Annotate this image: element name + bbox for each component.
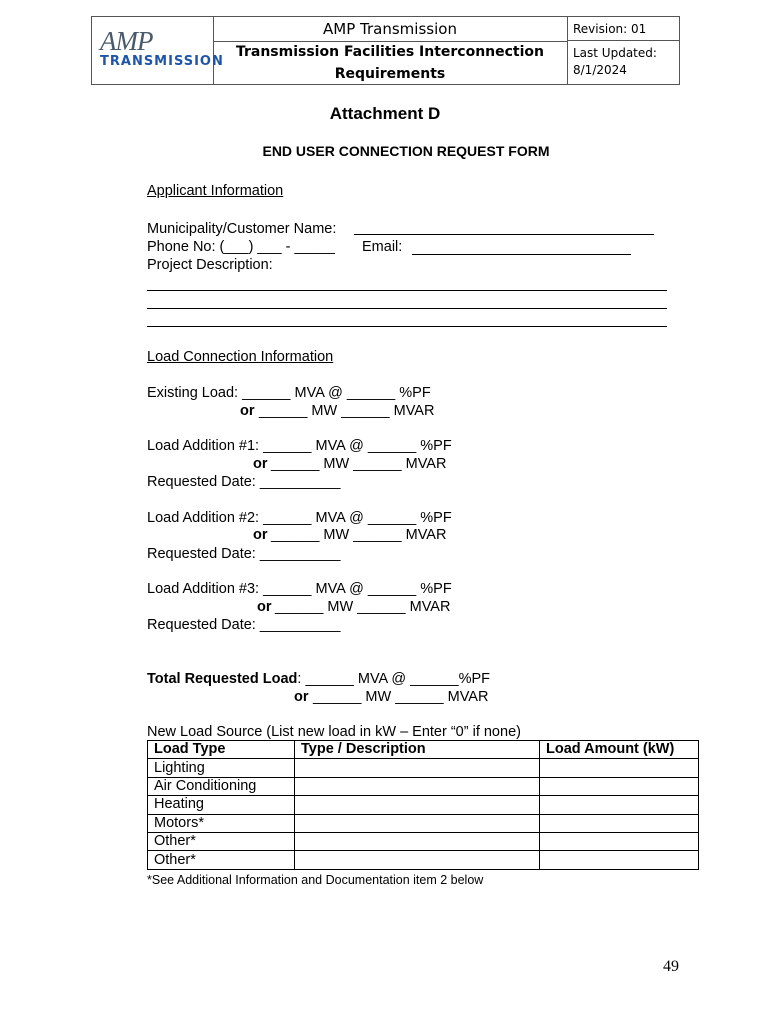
page-title: Attachment D: [329, 104, 441, 123]
table-header-row: [148, 741, 699, 759]
load-addition-3-date: Requested Date: __________: [147, 617, 341, 633]
header-load-type: Load Type: [148, 741, 295, 759]
header-type-description: Type / Description: [295, 741, 540, 759]
last-updated: [573, 45, 657, 79]
load-source-table: [147, 740, 699, 870]
load-source-caption: New Load Source (List new load in kW – Enter “0” if none): [147, 724, 521, 740]
load-addition-2-line: Load Addition #2: ______ MVA @ ______ %PF: [147, 510, 452, 526]
load-addition-1-line: Load Addition #1: ______ MVA @ ______ %PF: [147, 438, 452, 454]
email-field[interactable]: [412, 254, 631, 255]
total-load-mw-line: ______ MW ______ MVAR: [313, 689, 489, 705]
customer-name-field[interactable]: [354, 234, 654, 235]
load-type-cell: Motors*: [148, 814, 295, 832]
amount-cell[interactable]: [540, 851, 699, 869]
load-addition-3-or: or: [257, 599, 272, 615]
load-addition-2-mw-line: ______ MW ______ MVAR: [271, 527, 447, 543]
table-row: [148, 796, 699, 814]
header-title-cell: [213, 17, 568, 84]
description-cell[interactable]: [295, 814, 540, 832]
load-type-cell: Other*: [148, 832, 295, 850]
load-connection-heading: Load Connection Information: [147, 349, 334, 365]
existing-load-or: or: [240, 403, 255, 419]
document-header: [91, 16, 680, 85]
page-number: 49: [663, 958, 679, 975]
existing-load-line: Existing Load: ______ MVA @ ______ %PF: [147, 385, 431, 401]
amount-cell[interactable]: [540, 777, 699, 795]
description-cell[interactable]: [295, 759, 540, 777]
description-cell[interactable]: [295, 832, 540, 850]
company-name: AMP Transmission: [213, 17, 567, 42]
existing-load-mw-line: ______ MW ______ MVAR: [259, 403, 435, 419]
load-type-cell: Lighting: [148, 759, 295, 777]
customer-name-label: Municipality/Customer Name:: [147, 221, 337, 237]
table-row: [148, 777, 699, 795]
amount-cell[interactable]: [540, 796, 699, 814]
amount-cell[interactable]: [540, 832, 699, 850]
last-updated-date: 8/1/2024: [573, 63, 627, 77]
load-addition-1-mw-line: ______ MW ______ MVAR: [271, 456, 447, 472]
load-addition-3-line: Load Addition #3: ______ MVA @ ______ %PF: [147, 581, 452, 597]
logo-amp-text: AMP: [100, 26, 153, 56]
document-title-line-2: Requirements: [334, 66, 446, 82]
amount-cell[interactable]: [540, 759, 699, 777]
project-description-line-2[interactable]: [147, 308, 667, 309]
header-load-amount: Load Amount (kW): [540, 741, 699, 759]
load-addition-3-mw-line: ______ MW ______ MVAR: [275, 599, 451, 615]
total-load-label: Total Requested Load: [147, 671, 298, 687]
table-row: [148, 851, 699, 869]
total-load-value: : ______ MVA @ ______%PF: [297, 671, 490, 687]
total-load-line: [147, 670, 490, 688]
load-type-cell: Heating: [148, 796, 295, 814]
header-revision-cell: [567, 17, 679, 84]
description-cell[interactable]: [295, 777, 540, 795]
table-row: [148, 832, 699, 850]
phone-label: Phone No: (___) ___ - _____: [147, 239, 335, 255]
load-addition-2-or: or: [253, 527, 268, 543]
table-row: [148, 759, 699, 777]
document-title-line-1: Transmission Facilities Interconnection: [235, 44, 545, 60]
load-type-cell: Air Conditioning: [148, 777, 295, 795]
load-addition-1-or: or: [253, 456, 268, 472]
table-row: [148, 814, 699, 832]
email-label: Email:: [362, 239, 403, 255]
project-description-label: Project Description:: [147, 257, 273, 273]
document-title: [213, 41, 567, 85]
logo-transmission-text: TRANSMISSION: [100, 54, 224, 69]
amount-cell[interactable]: [540, 814, 699, 832]
load-addition-2-date: Requested Date: __________: [147, 546, 341, 562]
last-updated-label: Last Updated:: [573, 46, 657, 60]
description-cell[interactable]: [295, 851, 540, 869]
table-footnote: *See Additional Information and Documentation item 2 below: [147, 873, 484, 887]
company-logo: [92, 17, 224, 84]
form-title: END USER CONNECTION REQUEST FORM: [262, 143, 550, 159]
total-load-or: or: [294, 689, 309, 705]
project-description-line-3[interactable]: [147, 326, 667, 327]
load-type-cell: Other*: [148, 851, 295, 869]
project-description-line-1[interactable]: [147, 290, 667, 291]
applicant-heading: Applicant Information: [147, 183, 284, 199]
description-cell[interactable]: [295, 796, 540, 814]
revision-label: Revision: 01: [567, 17, 679, 41]
load-addition-1-date: Requested Date: __________: [147, 474, 341, 490]
